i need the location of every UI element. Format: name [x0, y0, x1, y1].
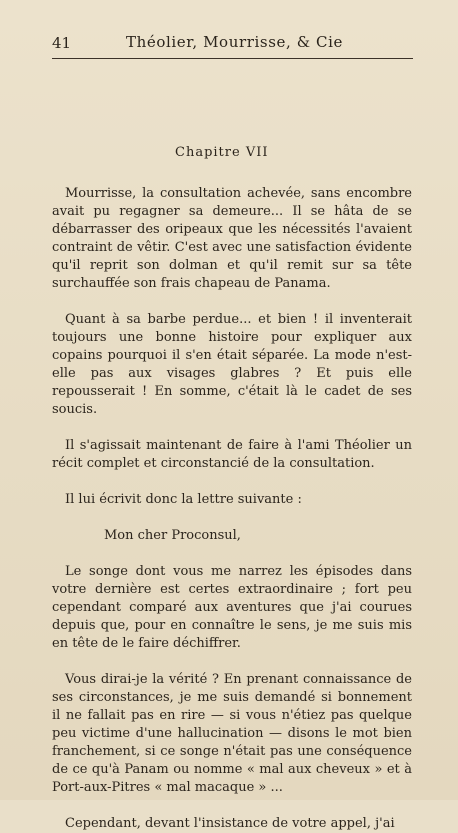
- running-head: Théolier, Mourrisse, & Cie: [126, 33, 343, 51]
- paragraph-2: Quant à sa barbe perdue... et bien ! il inventerait toujours une bonne histoire pour expliquer aux copains pourquoi il s'en était séparée. La mode n'est-elle pas aux visages glabres ? Et puis elle repousserait ! En somme, c'était là le cadet de ses soucis.: [52, 312, 412, 417]
- chapter-title: Chapitre VII: [175, 145, 269, 160]
- paragraph-1: Mourrisse, la consultation achevée, sans encombre avait pu regagner sa demeure... Il se hâta de se débarrasser des oripeaux que les nécessités l'avaient contraint de vêtir. C'est avec une satisfaction évidente qu'il reprit son dolman et qu'il remit sur sa tête surchauffée son frais chapeau de Panama.: [52, 186, 412, 291]
- letter-salutation: Mon cher Proconsul,: [104, 528, 241, 543]
- page-number: 41: [52, 34, 72, 52]
- paragraph-4: Il lui écrivit donc la lettre suivante :: [65, 492, 302, 507]
- page-header: [52, 30, 414, 54]
- chapter-body: [52, 185, 412, 833]
- paragraph-7: Vous dirai-je la vérité ? En prenant connaissance de ses circonstances, je me suis demandé si bonnement il ne fallait pas en rire — si vous n'étiez pas quelque peu victime d'une hallucination — disons le mot bien franchement, si ce songe n'était pas une conséquence de ce qu'à Panam ou nomme « mal aux cheveux » et à Port-aux-Pitres « mal macaque » ...: [52, 672, 412, 795]
- paragraph-6: Le songe dont vous me narrez les épisodes dans votre dernière est certes extraordinaire ; fort peu cependant comparé aux aventures que j'ai courues depuis que, pour en connaître le sens, je me suis mis en tête de le faire déchiffrer.: [52, 564, 412, 651]
- paragraph-3: Il s'agissait maintenant de faire à l'ami Théolier un récit complet et circonstancié de la consultation.: [52, 438, 412, 471]
- header-rule: [52, 58, 413, 59]
- paragraph-8: Cependant, devant l'insistance de votre appel, j'ai: [65, 816, 395, 831]
